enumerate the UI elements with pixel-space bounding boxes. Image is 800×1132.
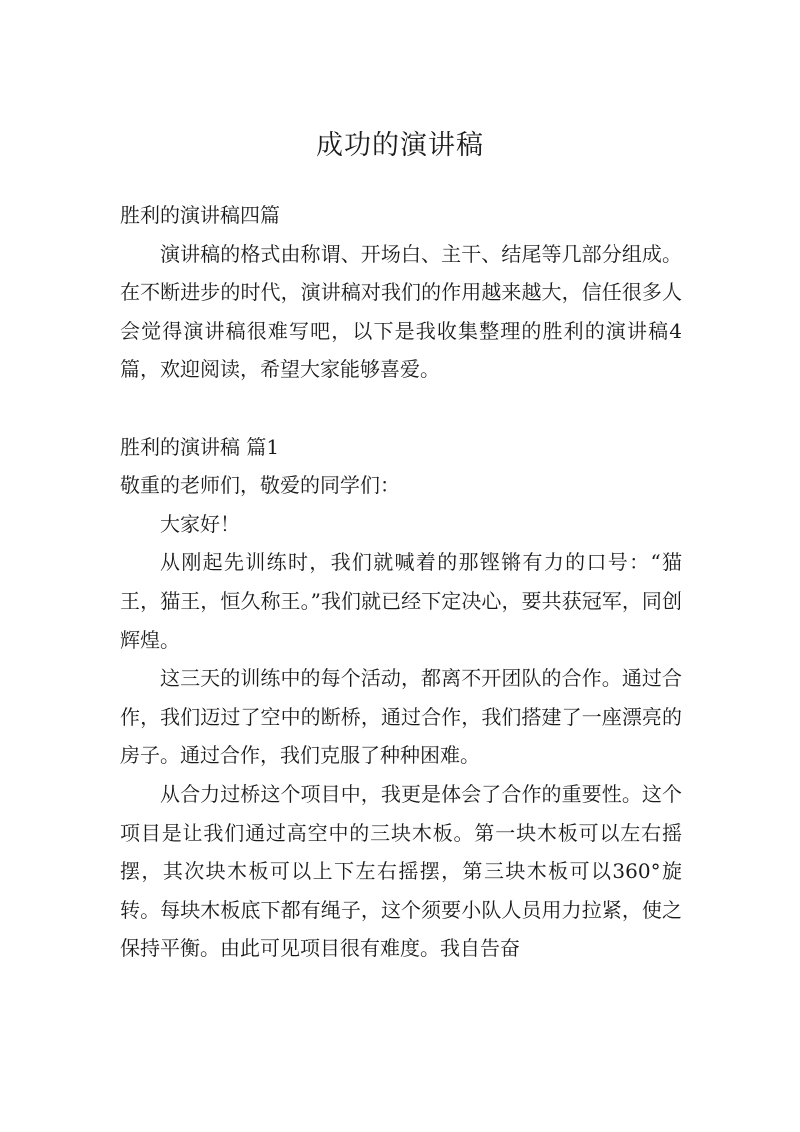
document-body: [120, 196, 682, 968]
salutation: 敬重的老师们，敬爱的同学们：: [120, 473, 400, 498]
document-title: 成功的演讲稿: [316, 130, 484, 161]
blank-line: [120, 389, 682, 428]
section-heading: 胜利的演讲稿 篇1: [120, 434, 280, 459]
body-paragraph: 从合力过桥这个项目中，我更是体会了合作的重要性。这个项目是让我们通过高空中的三块木板。第一块木板可以左右摇摆，其次块木板可以上下左右摇摆，第三块木板可以360°旋转。每块木板底下都有绳子，这个须要小队人员用力拉紧，使之保持平衡。由此可见项目很有难度。我自告奋: [120, 781, 682, 961]
greeting: 大家好！: [160, 511, 240, 536]
intro-paragraph: 演讲稿的格式由称谓、开场白、主干、结尾等几部分组成。在不断进步的时代，演讲稿对我们的作用越来越大，信任很多人会觉得演讲稿很难写吧，以下是我收集整理的胜利的演讲稿4篇，欢迎阅读，希望大家能够喜爱。: [120, 241, 682, 382]
subtitle: 胜利的演讲稿四篇: [120, 203, 280, 227]
body-paragraph: 从刚起先训练时，我们就喊着的那铿锵有力的口号：“猫王，猫王，恒久称王。”我们就已经下定决心，要共获冠军，同创辉煌。: [120, 550, 682, 652]
body-paragraph: 这三天的训练中的每个活动，都离不开团队的合作。通过合作，我们迈过了空中的断桥，通过合作，我们搭建了一座漂亮的房子。通过合作，我们克服了种种困难。: [120, 666, 682, 768]
